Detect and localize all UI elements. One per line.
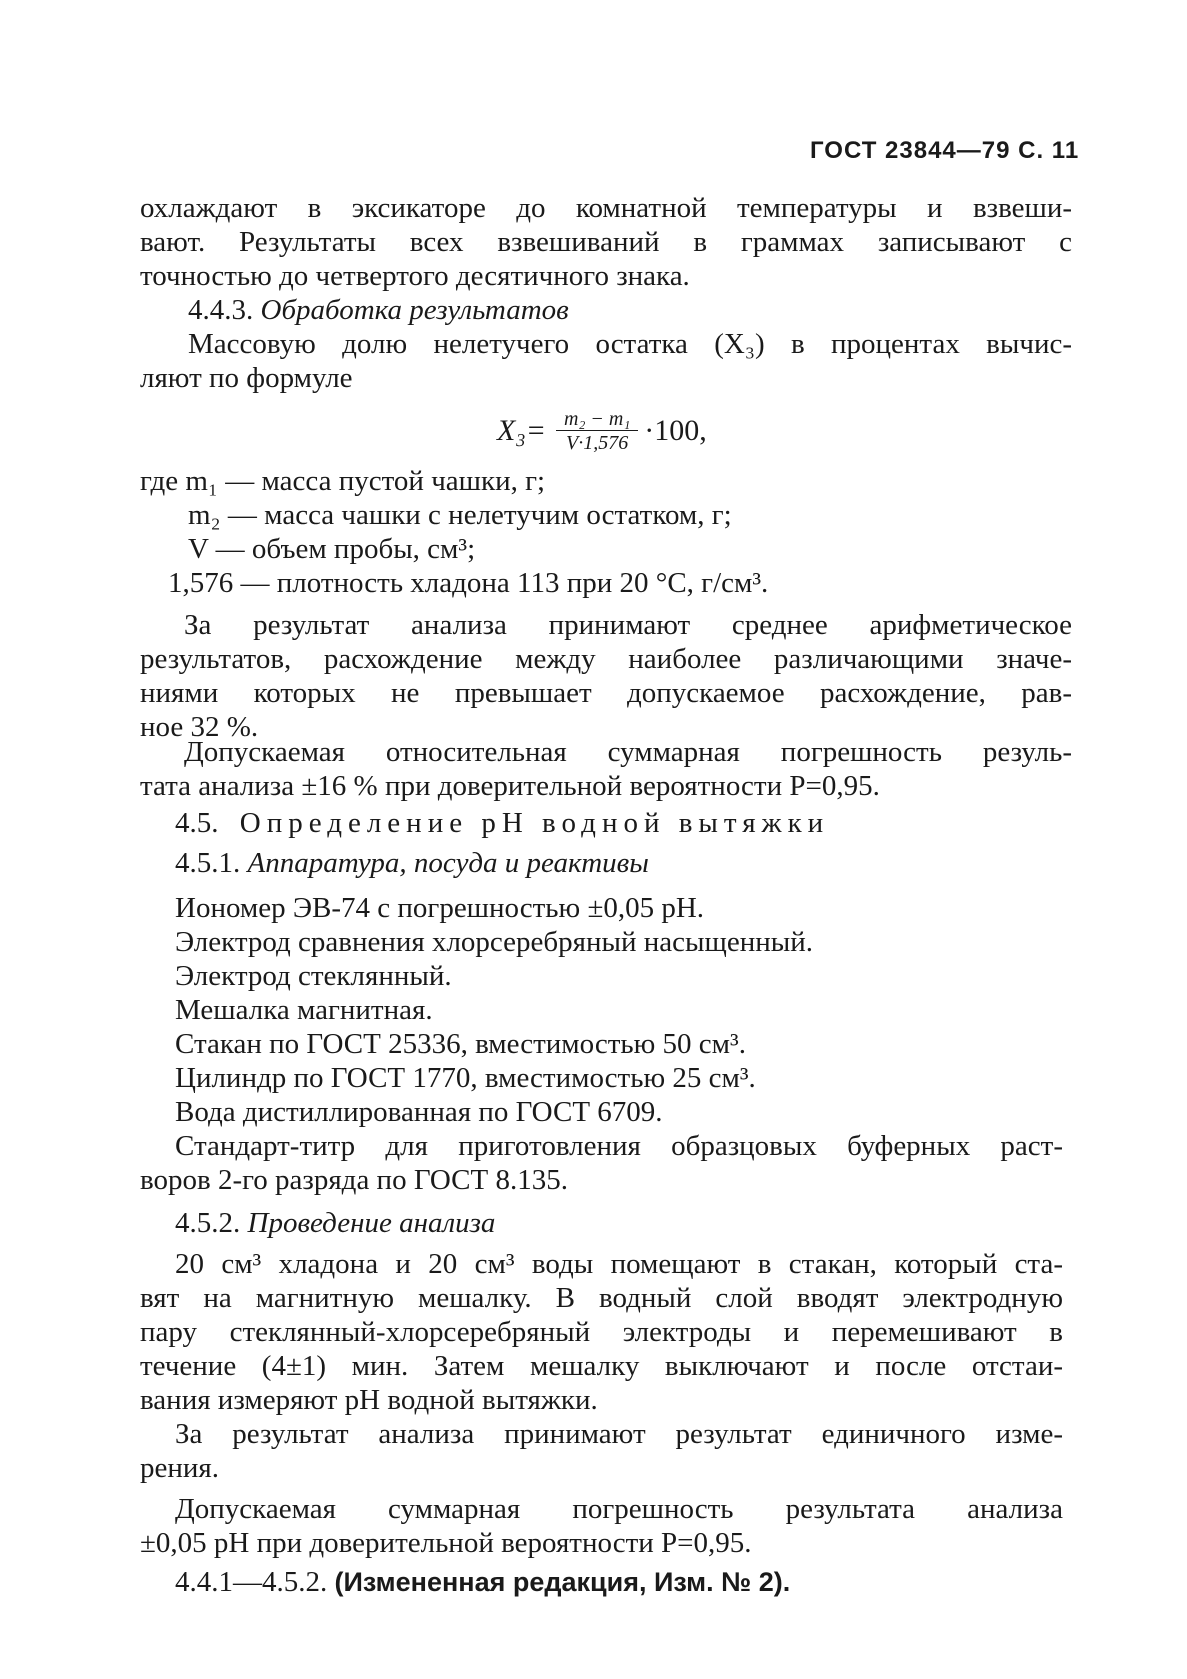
equipment-item: Электрод стеклянный. xyxy=(175,960,452,992)
equipment-item: Стакан по ГОСТ 25336, вместимостью 50 см³. xyxy=(175,1028,746,1060)
para3-line1: За результат анализа принимают среднее арифметическое xyxy=(184,609,1072,641)
formula-tail: ·100, xyxy=(644,414,707,447)
para1-line2: вают. Результаты всех взвешиваний в граммах записывают с xyxy=(140,226,1072,258)
section-4-5-1-heading xyxy=(175,845,649,881)
para6-line1: За результат анализа принимают результат единичного изме- xyxy=(175,1418,1063,1450)
formula-lhs: X₃= xyxy=(497,414,546,447)
para5-line4: течение (4±1) мин. Затем мешалку выключают и после отстаи- xyxy=(140,1350,1063,1382)
para5-line5: вания измеряют pH водной вытяжки. xyxy=(140,1384,598,1416)
amendment-range: 4.4.1—4.5.2. xyxy=(175,1566,335,1598)
para5-line2: вят на магнитную мешалку. В водный слой вводят электродную xyxy=(140,1282,1063,1314)
para6-line2: рения. xyxy=(140,1452,219,1484)
amendment-text: (Измененная редакция, Изм. № 2). xyxy=(334,1567,791,1597)
running-title: ГОСТ 23844—79 С. 11 xyxy=(810,137,1080,164)
para3-line3: ниями которых не превышает допускаемое расхождение, рав- xyxy=(140,677,1072,709)
para5-line1: 20 см³ хладона и 20 см³ воды помещают в стакан, который ста- xyxy=(175,1248,1063,1280)
amendment-note xyxy=(175,1564,790,1600)
section-number: 4.5.1. xyxy=(175,847,248,879)
section-title: Определение pH водной вытяжки xyxy=(239,807,830,839)
formula-denominator: V·1,576 xyxy=(566,431,629,454)
para5-line3: пару стеклянный-хлорсеребряный электроды и перемешивают в xyxy=(140,1316,1063,1348)
section-4-5-2-heading xyxy=(175,1205,495,1241)
formula-x3 xyxy=(497,401,707,461)
section-title: Аппаратура, посуда и реактивы xyxy=(247,847,649,879)
equipment-item: Электрод сравнения хлорсеребряный насыщенный. xyxy=(175,926,814,958)
para4-line1: Допускаемая относительная суммарная погрешность резуль- xyxy=(184,736,1072,768)
section-number: 4.5. xyxy=(175,807,219,839)
para2-line2: ляют по формуле xyxy=(140,362,353,394)
legend-m1: где m₁ — масса пустой чашки, г; xyxy=(140,465,546,497)
legend-m2: m₂ — масса чашки с нелетучим остатком, г; xyxy=(188,499,732,531)
para7-line2: ±0,05 pH при доверительной вероятности P=0,95. xyxy=(140,1527,752,1559)
para4-line2: тата анализа ±16 % при доверительной вероятности P=0,95. xyxy=(140,770,880,802)
para1-line1: охлаждают в эксикаторе до комнатной температуры и взвеши- xyxy=(140,192,1072,224)
legend-density: 1,576 — плотность хладона 113 при 20 °С, г/см³. xyxy=(168,567,769,599)
section-title: Обработка результатов xyxy=(260,294,569,326)
section-4-5-heading xyxy=(175,805,829,841)
legend-v: V — объем пробы, см³; xyxy=(188,533,476,565)
section-number: 4.4.3. xyxy=(188,294,261,326)
para1-line3: точностью до четвертого десятичного знака. xyxy=(140,260,690,292)
section-4-4-3-heading xyxy=(188,292,569,328)
section-title: Проведение анализа xyxy=(247,1207,496,1239)
equipment-item: Цилиндр по ГОСТ 1770, вместимостью 25 см³. xyxy=(175,1062,756,1094)
section-number: 4.5.2. xyxy=(175,1207,248,1239)
formula-fraction xyxy=(556,408,638,455)
para2-line1: Массовую долю нелетучего остатка (X₃) в процентах вычис- xyxy=(188,328,1072,360)
formula-numerator: m₂ − m₁ xyxy=(564,407,631,430)
para7-line1: Допускаемая суммарная погрешность результата анализа xyxy=(175,1493,1063,1525)
equipment-item: Мешалка магнитная. xyxy=(175,994,433,1026)
standard-titer-line2: воров 2-го разряда по ГОСТ 8.135. xyxy=(140,1164,568,1196)
equipment-item: Иономер ЭВ-74 с погрешностью ±0,05 pH. xyxy=(175,892,705,924)
para3-line4: ное 32 %. xyxy=(140,711,259,743)
standard-titer-line1: Стандарт-титр для приготовления образцовых буферных раст- xyxy=(175,1130,1063,1162)
equipment-item: Вода дистиллированная по ГОСТ 6709. xyxy=(175,1096,663,1128)
para3-line2: результатов, расхождение между наиболее различающими значе- xyxy=(140,643,1072,675)
